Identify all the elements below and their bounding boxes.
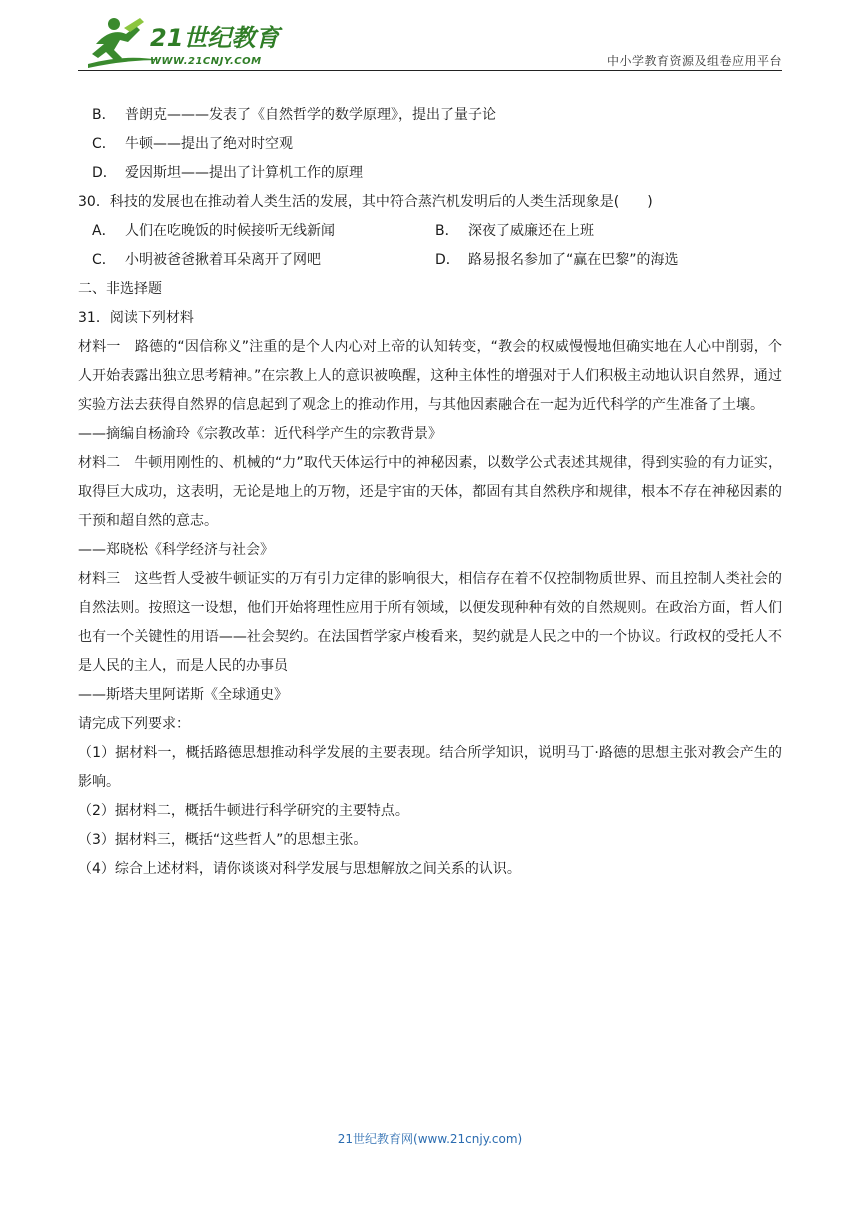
sub-question-3: （3）据材料三，概括“这些哲人”的思想主张。 [78, 832, 368, 848]
material-1-text: 材料一 路德的“因信称义”注重的是个人内心对上帝的认知转变，“教会的权威慢慢地但确实地在人心中削弱，个人开始表露出独立思考精神。”在宗教上人的意识被唤醒，这种主体性的增强对于人们积极主动地认识自然界，通过实验方法去获得自然界的信息起到了观念上的推动作用，与其他因素融合在一起为近代科学的产生准备了土壤。 [78, 339, 782, 413]
option-text: 路易报名参加了“赢在巴黎”的海选 [468, 252, 679, 268]
q29-option-c [78, 130, 782, 159]
sub-question-2: （2）据材料二，概括牛顿进行科学研究的主要特点。 [78, 803, 409, 819]
exam-content [78, 101, 782, 884]
material-1-source: ——摘编自杨渝玲《宗教改革：近代科学产生的宗教背景》 [78, 426, 442, 442]
q30-option-d [435, 246, 778, 275]
page-header [0, 0, 860, 80]
option-letter: C． [92, 136, 116, 152]
q30-option-b [435, 217, 778, 246]
option-text: 普朗克———发表了《自然哲学的数学原理》，提出了量子论 [125, 107, 496, 123]
option-text: 深夜了威廉还在上班 [468, 223, 594, 239]
logo-wordmark: 21世纪教育 [150, 24, 280, 52]
requirements-prompt: 请完成下列要求： [78, 716, 190, 732]
material-2-source: ——郑晓松《科学经济与社会》 [78, 542, 274, 558]
q30-options-row-2 [78, 246, 782, 275]
sub-question-1: （1）据材料一，概括路德思想推动科学发展的主要表现。结合所学知识，说明马丁·路德的思想主张对教会产生的影响。 [78, 745, 782, 790]
option-letter: A． [92, 223, 116, 239]
section-heading: 二、非选择题 [78, 281, 162, 297]
option-letter: D． [92, 165, 117, 181]
option-text: 牛顿——提出了绝对时空观 [125, 136, 293, 152]
option-letter: B． [435, 223, 459, 239]
platform-title: 中小学教育资源及组卷应用平台 [606, 54, 782, 68]
logo-url: WWW.21CNJY.COM [150, 56, 262, 67]
footer-link[interactable]: 21世纪教育网(www.21cnjy.com) [337, 1132, 523, 1146]
option-letter: B． [92, 107, 116, 123]
runner-logo-icon [84, 14, 299, 70]
option-text: 小明被爸爸揪着耳朵离开了网吧 [125, 252, 321, 268]
q29-option-d [78, 159, 782, 188]
option-text: 人们在吃晚饭的时候接听无线新闻 [125, 223, 335, 239]
q30-option-c [92, 246, 435, 275]
header-divider [78, 70, 782, 71]
q30-options-row-1 [78, 217, 782, 246]
q30-option-a [92, 217, 435, 246]
material-2-text: 材料二 牛顿用刚性的、机械的“力”取代天体运行中的神秘因素，以数学公式表述其规律，得到实验的有力证实，取得巨大成功，这表明，无论是地上的万物，还是宇宙的天体，都固有其自然秩序和规律，根本不存在神秘因素的干预和超自然的意志。 [78, 455, 782, 529]
q31-stem: 31．阅读下列材料 [78, 310, 194, 326]
site-logo[interactable] [84, 14, 299, 70]
material-3-source: ——斯塔夫里阿诺斯《全球通史》 [78, 687, 288, 703]
q30-stem: 30．科技的发展也在推动着人类生活的发展，其中符合蒸汽机发明后的人类生活现象是( ) [78, 194, 653, 210]
option-text: 爱因斯坦——提出了计算机工作的原理 [125, 165, 363, 181]
q29-option-b [78, 101, 782, 130]
option-letter: C． [92, 252, 116, 268]
sub-question-4: （4）综合上述材料，请你谈谈对科学发展与思想解放之间关系的认识。 [78, 861, 521, 877]
material-3-text: 材料三 这些哲人受被牛顿证实的万有引力定律的影响很大，相信存在着不仅控制物质世界、而且控制人类社会的自然法则。按照这一设想，他们开始将理性应用于所有领域，以便发现种种有效的自然规则。在政治方面，哲人们也有一个关键性的用语——社会契约。在法国哲学家卢梭看来，契约就是人民之中的一个协议。行政权的受托人不是人民的主人，而是人民的办事员 [78, 571, 782, 674]
option-letter: D． [435, 252, 460, 268]
